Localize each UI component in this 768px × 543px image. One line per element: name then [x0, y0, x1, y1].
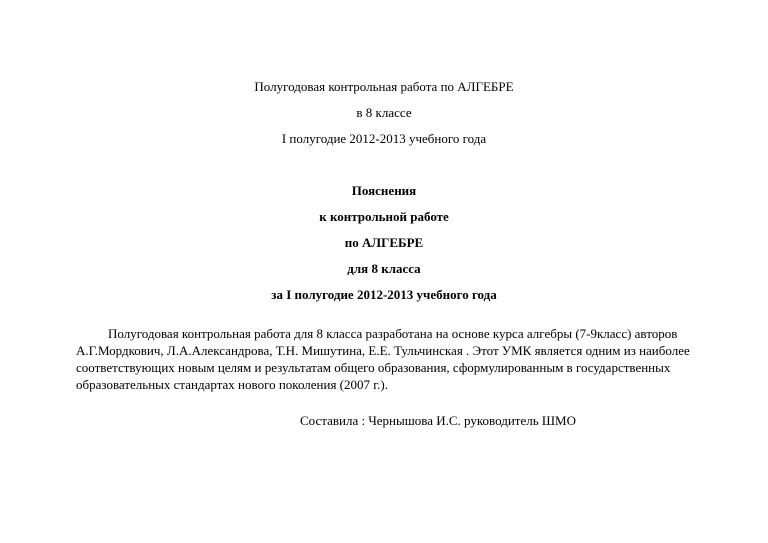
explanation-title: Пояснения [351, 183, 417, 198]
body-paragraph [76, 325, 696, 393]
explanation-subtitle-work: к контрольной работе [319, 209, 449, 224]
signature-line: Составила : Чернышова И.С. руководитель ШМО [300, 413, 576, 428]
body-line: А.Г.Мордкович, Л.А.Александрова, Т.Н. Мишутина, Е.Е. Тульчинская . Этот УМК является одним из наиболее [76, 343, 690, 358]
explanation-subtitle-grade: для 8 класса [347, 261, 421, 276]
header-title-line: Полугодовая контрольная работа по АЛГЕБРЕ [254, 79, 514, 94]
body-line: образовательных стандартах нового поколения (2007 г.). [76, 377, 388, 392]
explanation-subtitle-period: за I полугодие 2012-2013 учебного года [271, 287, 497, 302]
header-period-line: I полугодие 2012-2013 учебного года [281, 131, 487, 146]
explanation-subtitle-subject: по АЛГЕБРЕ [344, 235, 424, 250]
body-line: соответствующих новым целям и результатам общего образования, сформулированным в государственных [76, 360, 671, 375]
header-grade-line: в 8 классе [356, 105, 412, 120]
body-line: Полугодовая контрольная работа для 8 класса разработана на основе курса алгебры (7-9класс) авторов [108, 326, 678, 341]
